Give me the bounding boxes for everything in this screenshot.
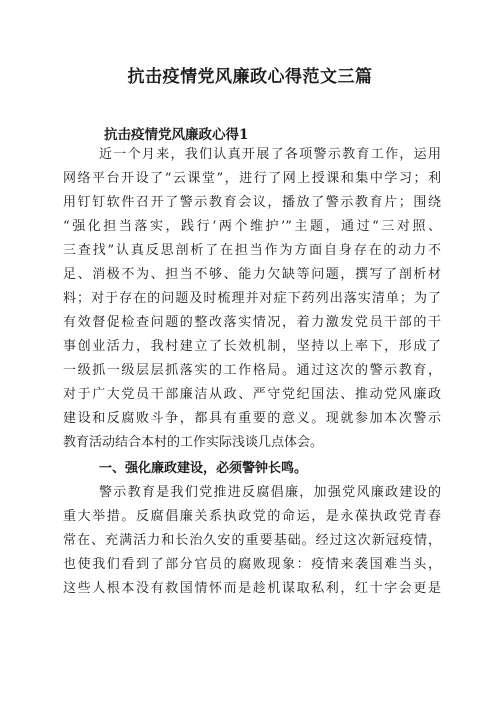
paragraph-line: 这些人根本没有救国情怀而是趁机谋取私利，红十字会更是: [63, 581, 441, 596]
paragraph-line: 用钉钉软件召开了警示教育会议，播放了警示教育片；围绕: [63, 195, 441, 210]
document-title: 抗击疫情党风廉政心得范文三篇: [127, 67, 373, 87]
paragraph-line: 料；对于存在的问题及时梳理并对症下药列出落实清单；为了: [63, 291, 441, 306]
subsection-heading: 一、强化廉政建设，必须警钟长鸣。: [99, 461, 308, 476]
paragraph-line: 一级抓一级层层抓落实的工作格局。通过这次的警示教育，: [63, 363, 441, 378]
paragraph-line: 网络平台开设了“云课堂”，进行了网上授课和集中学习；利: [63, 171, 441, 186]
paragraph-line: 事创业活力，我村建立了长效机制，坚持以上率下，形成了: [63, 339, 441, 354]
paragraph-line: 教育活动结合本村的工作实际浅谈几点体会。: [63, 435, 324, 450]
paragraph-line: 有效督促检查问题的整改落实情况，着力激发党员干部的干: [63, 315, 441, 330]
paragraph-line: 近一个月来，我们认真开展了各项警示教育工作，运用: [99, 147, 441, 162]
paragraph-line: “强化担当落实，践行‘两个维护’”主题，通过“三对照、: [63, 219, 441, 234]
paragraph-line: 重大举措。反腐倡廉关系执政党的命运，是永葆执政党青春: [63, 509, 441, 524]
paragraph-line: 对于广大党员干部廉洁从政、严守党纪国法、推动党风廉政: [63, 387, 441, 402]
paragraph-line: 足、消极不为、担当不够、能力欠缺等问题，撰写了剖析材: [63, 267, 441, 282]
paragraph-line: 常在、充满活力和长治久安的重要基础。经过这次新冠疫情，: [63, 533, 441, 548]
paragraph-line: 警示教育是我们党推进反腐倡廉，加强党风廉政建设的: [99, 485, 441, 500]
section-heading: 抗击疫情党风廉政心得1: [104, 127, 249, 143]
paragraph-line: 也使我们看到了部分官员的腐败现象：疫情来袭国难当头，: [63, 557, 441, 572]
paragraph-line: 三查找”认真反思剖析了在担当作为方面自身存在的动力不: [63, 243, 441, 258]
paragraph-line: 建设和反腐败斗争，都具有重要的意义。现就参加本次警示: [63, 411, 441, 426]
